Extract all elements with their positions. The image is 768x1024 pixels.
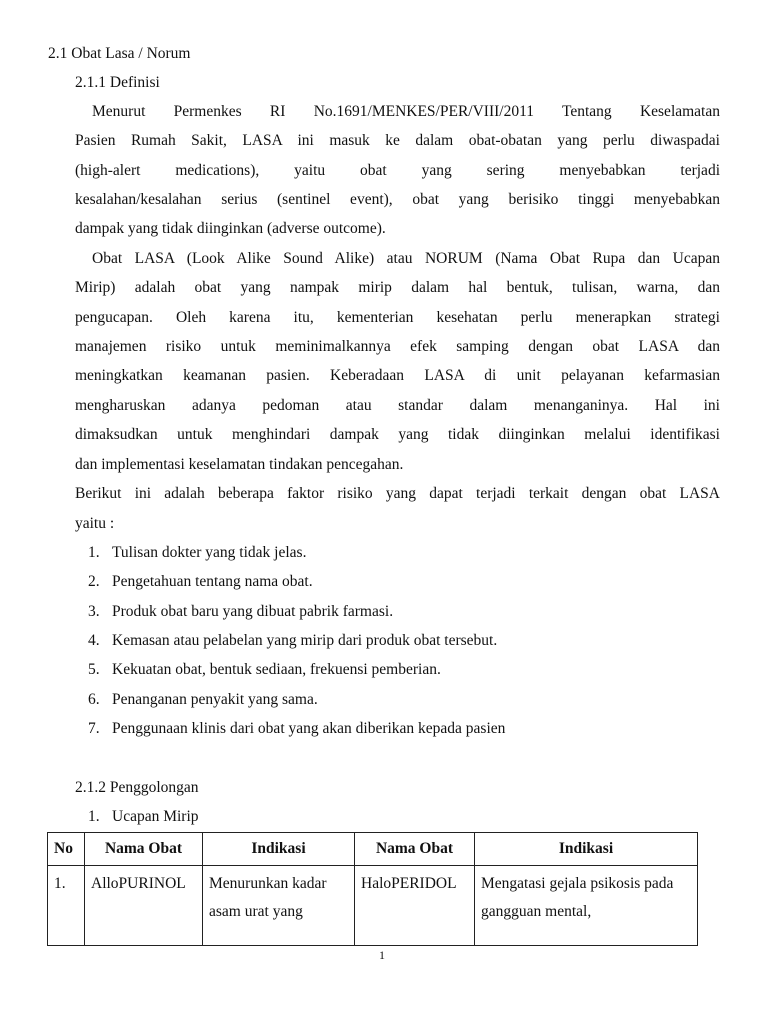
cell-drug-name: AlloPURINOL: [85, 866, 203, 946]
cell-no: 1.: [48, 866, 85, 946]
list-item: 2. Pengetahuan tentang nama obat.: [88, 573, 313, 590]
paragraph3-line: yaitu :: [75, 515, 115, 532]
list-item: 7. Penggunaan klinis dari obat yang akan diberikan kepada pasien: [88, 720, 506, 737]
paragraph2-line: meningkatkan keamanan pasien. Keberadaan LASA di unit pelayanan kefarmasian: [75, 367, 720, 384]
paragraph2-line: Mirip) adalah obat yang nampak mirip dalam hal bentuk, tulisan, warna, dan: [75, 279, 720, 296]
paragraph1-line: Menurut Permenkes RI No.1691/MENKES/PER/VIII/2011 Tentang Keselamatan: [92, 103, 720, 120]
drug-table: [47, 832, 698, 946]
header-indication: Indikasi: [203, 833, 355, 866]
list-item: 4. Kemasan atau pelabelan yang mirip dari produk obat tersebut.: [88, 632, 498, 649]
paragraph3-line: Berikut ini adalah beberapa faktor risiko yang dapat terjadi terkait dengan obat LASA: [75, 485, 720, 502]
header-no: No: [48, 833, 85, 866]
list-item: 6. Penanganan penyakit yang sama.: [88, 691, 318, 708]
paragraph2-line: mengharuskan adanya pedoman atau standar dalam menanganinya. Hal ini: [75, 397, 720, 414]
header-indication: Indikasi: [475, 833, 698, 866]
section-heading: 2.1 Obat Lasa / Norum: [48, 45, 191, 62]
cell-drug-name: HaloPERIDOL: [355, 866, 475, 946]
page-number: 1: [379, 948, 385, 962]
header-drug-name: Nama Obat: [85, 833, 203, 866]
subsection-heading-penggolongan: 2.1.2 Penggolongan: [75, 779, 199, 796]
paragraph2-line: dimaksudkan untuk menghindari dampak yang tidak diinginkan melalui identifikasi: [75, 426, 720, 443]
paragraph1-line: (high-alert medications), yaitu obat yang sering menyebabkan terjadi: [75, 162, 720, 179]
list-item: 5. Kekuatan obat, bentuk sediaan, frekuensi pemberian.: [88, 661, 441, 678]
cell-indication: Mengatasi gejala psikosis pada gangguan mental,: [475, 866, 698, 946]
paragraph1-line: kesalahan/kesalahan serius (sentinel event), obat yang berisiko tinggi menyebabkan: [75, 191, 720, 208]
paragraph2-line: pengucapan. Oleh karena itu, kementerian kesehatan perlu menerapkan strategi: [75, 309, 720, 326]
list-item: 3. Produk obat baru yang dibuat pabrik farmasi.: [88, 603, 394, 620]
paragraph2-line: dan implementasi keselamatan tindakan pencegahan.: [75, 456, 404, 473]
paragraph1-line: Pasien Rumah Sakit, LASA ini masuk ke dalam obat-obatan yang perlu diwaspadai: [75, 132, 720, 149]
paragraph2-line: manajemen risiko untuk meminimalkannya efek samping dengan obat LASA dan: [75, 338, 720, 355]
paragraph2-line: Obat LASA (Look Alike Sound Alike) atau NORUM (Nama Obat Rupa dan Ucapan: [92, 250, 720, 267]
paragraph1-line: dampak yang tidak diinginkan (adverse outcome).: [75, 220, 386, 237]
list-item: 1. Ucapan Mirip: [88, 808, 199, 825]
list-item: 1. Tulisan dokter yang tidak jelas.: [88, 544, 307, 561]
header-drug-name: Nama Obat: [355, 833, 475, 866]
table-row: [48, 866, 698, 946]
cell-indication: Menurunkan kadar asam urat yang: [203, 866, 355, 946]
subsection-heading-definisi: 2.1.1 Definisi: [75, 74, 160, 91]
table-header-row: [48, 833, 698, 866]
